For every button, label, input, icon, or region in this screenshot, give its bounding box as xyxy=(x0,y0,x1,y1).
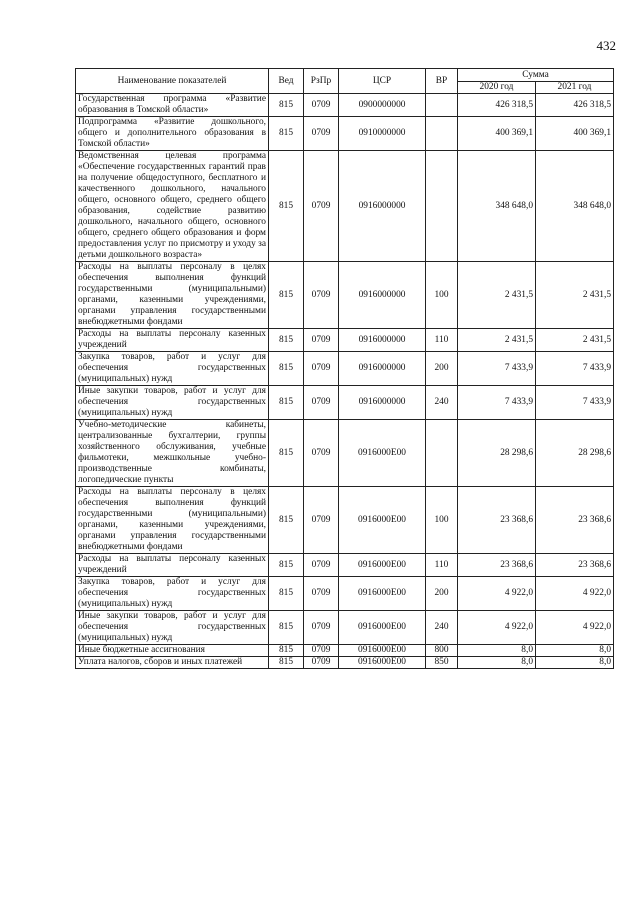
row-name: Расходы на выплаты персоналу в целях обеспечения выполнения функций государственными (муниципальными) органами, казенными учреждениями, органами управления государственными внебюджетными фондами xyxy=(76,487,269,554)
row-vr xyxy=(426,94,458,117)
row-ved: 815 xyxy=(269,657,304,669)
row-ved: 815 xyxy=(269,420,304,487)
row-ved: 815 xyxy=(269,262,304,329)
row-name: Ведомственная целевая программа «Обеспечение государственных гарантий прав на получение общедоступного, бесплатного и качественного дошкольного, начального общего, основного общего, среднего общего образования, содействие развитию дошкольного, начального общего, основного общего, среднего общего образования и форм предоставления услуг по присмотру и уходу за детьми дошкольного возраста» xyxy=(76,151,269,262)
row-rzpr: 0709 xyxy=(304,554,339,577)
table-row xyxy=(76,329,614,352)
row-name: Иные бюджетные ассигнования xyxy=(76,645,269,657)
row-sum-2021: 23 368,6 xyxy=(536,487,614,554)
row-sum-2020: 28 298,6 xyxy=(458,420,536,487)
table-row xyxy=(76,420,614,487)
header-vr: ВР xyxy=(426,69,458,94)
row-sum-2020: 23 368,6 xyxy=(458,487,536,554)
row-sum-2020: 400 369,1 xyxy=(458,117,536,151)
row-sum-2020: 8,0 xyxy=(458,657,536,669)
row-sum-2020: 8,0 xyxy=(458,645,536,657)
row-sum-2021: 7 433,9 xyxy=(536,352,614,386)
header-year-2020: 2020 год xyxy=(458,82,536,94)
row-sum-2021: 28 298,6 xyxy=(536,420,614,487)
row-csr: 0900000000 xyxy=(339,94,426,117)
row-rzpr: 0709 xyxy=(304,420,339,487)
header-sum: Сумма xyxy=(458,69,614,82)
row-vr: 800 xyxy=(426,645,458,657)
header-rzpr: РзПр xyxy=(304,69,339,94)
table-row xyxy=(76,94,614,117)
table-row xyxy=(76,645,614,657)
row-ved: 815 xyxy=(269,611,304,645)
row-ved: 815 xyxy=(269,117,304,151)
header-name: Наименование показателей xyxy=(76,69,269,94)
row-vr: 200 xyxy=(426,577,458,611)
row-sum-2021: 348 648,0 xyxy=(536,151,614,262)
row-sum-2021: 23 368,6 xyxy=(536,554,614,577)
header-ved: Вед xyxy=(269,69,304,94)
row-sum-2021: 7 433,9 xyxy=(536,386,614,420)
row-vr: 240 xyxy=(426,611,458,645)
row-rzpr: 0709 xyxy=(304,329,339,352)
row-csr: 0916000Е00 xyxy=(339,611,426,645)
row-csr: 0916000Е00 xyxy=(339,487,426,554)
row-rzpr: 0709 xyxy=(304,611,339,645)
row-ved: 815 xyxy=(269,329,304,352)
row-name: Иные закупки товаров, работ и услуг для обеспечения государственных (муниципальных) нужд xyxy=(76,386,269,420)
row-csr: 0910000000 xyxy=(339,117,426,151)
table-body xyxy=(76,94,614,669)
row-sum-2020: 7 433,9 xyxy=(458,352,536,386)
row-ved: 815 xyxy=(269,487,304,554)
row-sum-2021: 4 922,0 xyxy=(536,611,614,645)
header-csr: ЦСР xyxy=(339,69,426,94)
row-sum-2021: 8,0 xyxy=(536,657,614,669)
row-sum-2020: 348 648,0 xyxy=(458,151,536,262)
row-csr: 0916000000 xyxy=(339,386,426,420)
row-vr: 100 xyxy=(426,487,458,554)
row-name: Закупка товаров, работ и услуг для обеспечения государственных (муниципальных) нужд xyxy=(76,577,269,611)
row-name: Государственная программа «Развитие образования в Томской области» xyxy=(76,94,269,117)
row-rzpr: 0709 xyxy=(304,117,339,151)
row-sum-2020: 2 431,5 xyxy=(458,329,536,352)
row-rzpr: 0709 xyxy=(304,262,339,329)
table-row xyxy=(76,117,614,151)
budget-table xyxy=(75,68,614,669)
row-ved: 815 xyxy=(269,577,304,611)
row-sum-2020: 7 433,9 xyxy=(458,386,536,420)
row-sum-2021: 4 922,0 xyxy=(536,577,614,611)
row-ved: 815 xyxy=(269,94,304,117)
row-csr: 0916000Е00 xyxy=(339,577,426,611)
row-sum-2020: 426 318,5 xyxy=(458,94,536,117)
row-csr: 0916000000 xyxy=(339,329,426,352)
header-year-2021: 2021 год xyxy=(536,82,614,94)
row-ved: 815 xyxy=(269,151,304,262)
row-csr: 0916000Е00 xyxy=(339,657,426,669)
row-sum-2021: 400 369,1 xyxy=(536,117,614,151)
row-rzpr: 0709 xyxy=(304,645,339,657)
table-row xyxy=(76,611,614,645)
row-rzpr: 0709 xyxy=(304,151,339,262)
row-ved: 815 xyxy=(269,554,304,577)
row-csr: 0916000000 xyxy=(339,262,426,329)
row-sum-2021: 2 431,5 xyxy=(536,329,614,352)
row-sum-2020: 23 368,6 xyxy=(458,554,536,577)
row-name: Подпрограмма «Развитие дошкольного, общего и дополнительного образования в Томской области» xyxy=(76,117,269,151)
row-vr: 850 xyxy=(426,657,458,669)
table-row xyxy=(76,554,614,577)
row-ved: 815 xyxy=(269,352,304,386)
row-vr: 110 xyxy=(426,554,458,577)
row-vr: 240 xyxy=(426,386,458,420)
row-rzpr: 0709 xyxy=(304,352,339,386)
row-sum-2020: 4 922,0 xyxy=(458,577,536,611)
row-name: Расходы на выплаты персоналу в целях обеспечения выполнения функций государственными (муниципальными) органами, казенными учреждениями, органами управления государственными внебюджетными фондами xyxy=(76,262,269,329)
row-name: Расходы на выплаты персоналу казенных учреждений xyxy=(76,554,269,577)
row-rzpr: 0709 xyxy=(304,657,339,669)
table-row xyxy=(76,657,614,669)
row-sum-2021: 2 431,5 xyxy=(536,262,614,329)
row-sum-2020: 4 922,0 xyxy=(458,611,536,645)
row-rzpr: 0709 xyxy=(304,487,339,554)
table-row xyxy=(76,386,614,420)
row-ved: 815 xyxy=(269,386,304,420)
row-sum-2020: 2 431,5 xyxy=(458,262,536,329)
table-row xyxy=(76,487,614,554)
row-vr xyxy=(426,117,458,151)
page-number: 432 xyxy=(596,38,616,53)
table-row xyxy=(76,352,614,386)
row-sum-2021: 426 318,5 xyxy=(536,94,614,117)
row-name: Учебно-методические кабинеты, централизованные бухгалтерии, группы хозяйственного обслуживания, учебные фильмотеки, межшкольные учебно-производственные комбинаты, логопедические пункты xyxy=(76,420,269,487)
row-sum-2021: 8,0 xyxy=(536,645,614,657)
row-name: Уплата налогов, сборов и иных платежей xyxy=(76,657,269,669)
row-vr: 100 xyxy=(426,262,458,329)
row-csr: 0916000Е00 xyxy=(339,420,426,487)
table-row xyxy=(76,262,614,329)
row-name: Иные закупки товаров, работ и услуг для обеспечения государственных (муниципальных) нужд xyxy=(76,611,269,645)
row-csr: 0916000Е00 xyxy=(339,554,426,577)
row-ved: 815 xyxy=(269,645,304,657)
table-row xyxy=(76,577,614,611)
row-vr xyxy=(426,151,458,262)
row-rzpr: 0709 xyxy=(304,577,339,611)
row-vr: 110 xyxy=(426,329,458,352)
table-row xyxy=(76,151,614,262)
row-csr: 0916000000 xyxy=(339,352,426,386)
row-vr: 200 xyxy=(426,352,458,386)
row-rzpr: 0709 xyxy=(304,386,339,420)
row-rzpr: 0709 xyxy=(304,94,339,117)
row-csr: 0916000000 xyxy=(339,151,426,262)
row-name: Расходы на выплаты персоналу казенных учреждений xyxy=(76,329,269,352)
row-vr xyxy=(426,420,458,487)
row-csr: 0916000Е00 xyxy=(339,645,426,657)
row-name: Закупка товаров, работ и услуг для обеспечения государственных (муниципальных) нужд xyxy=(76,352,269,386)
